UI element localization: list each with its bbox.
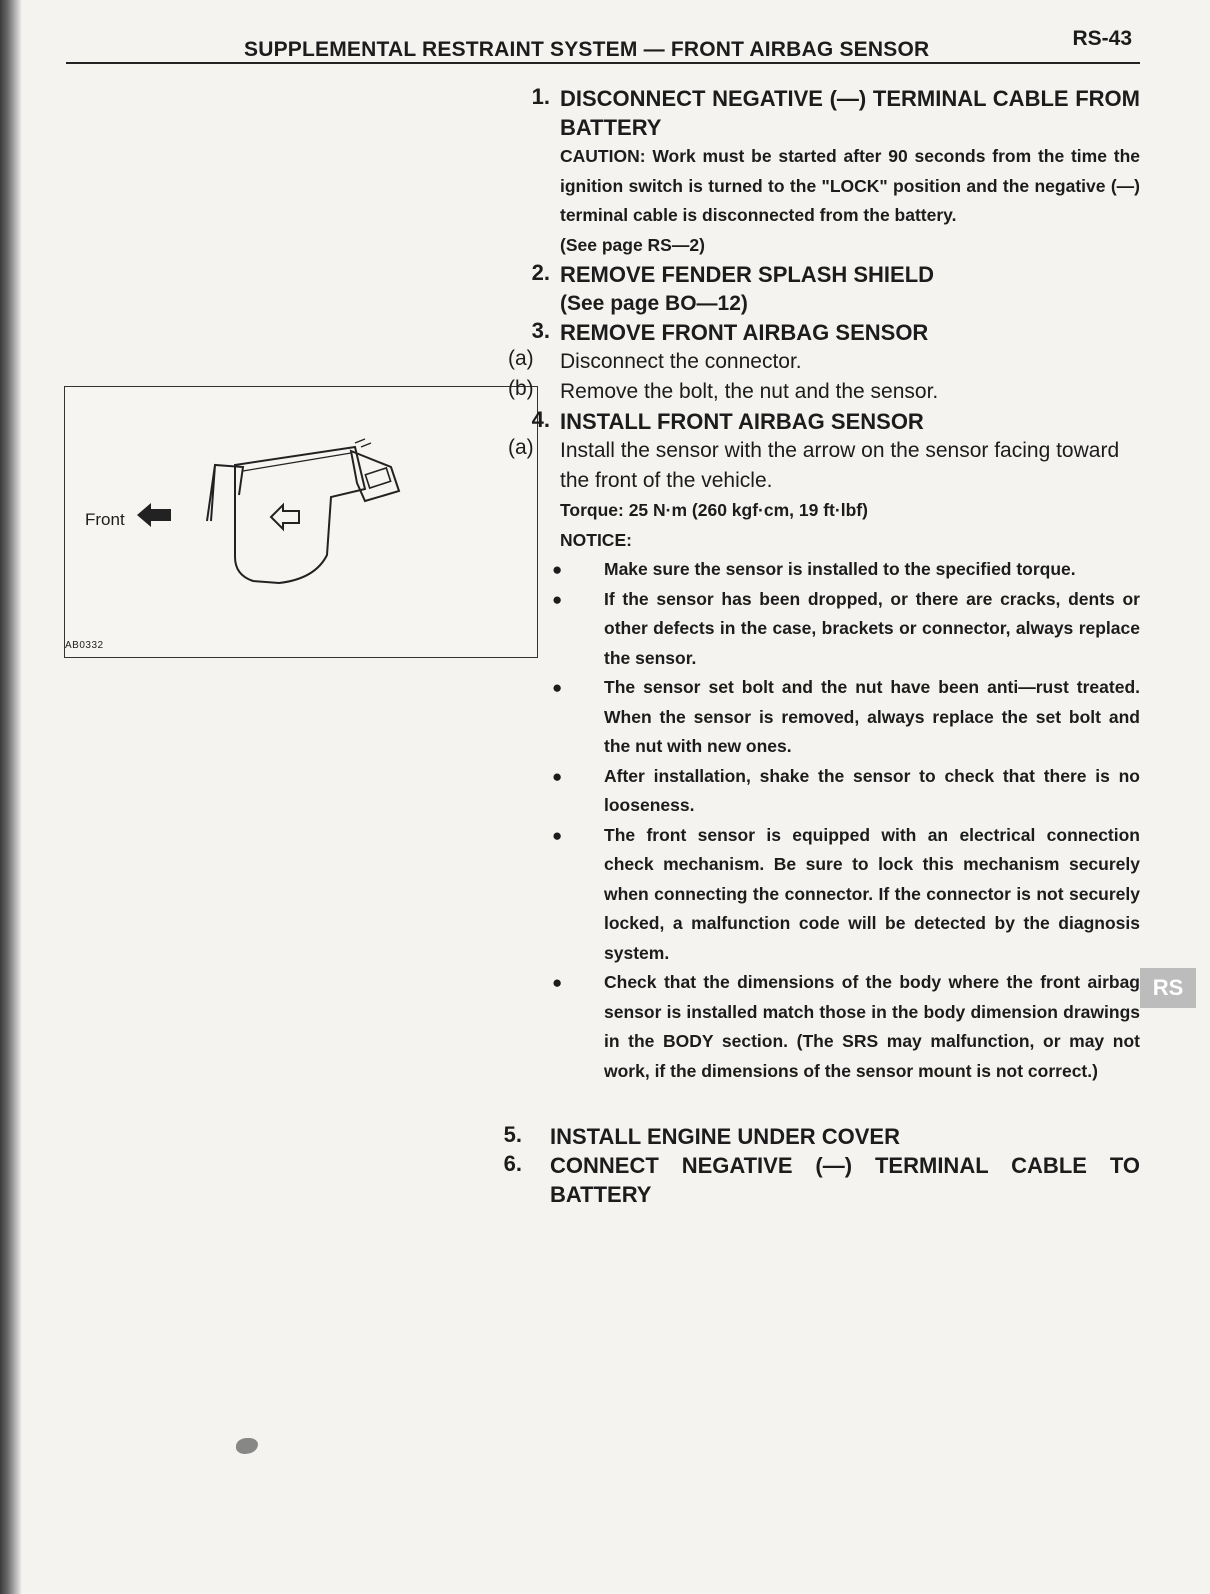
bullet-icon: ● (552, 766, 563, 786)
substep-text: Install the sensor with the arrow on the sensor facing toward the front of the vehicle. (560, 439, 1120, 492)
step-title: REMOVE FRONT AIRBAG SENSOR (560, 320, 929, 345)
notice-heading: NOTICE: (560, 529, 632, 550)
bullet-icon: ● (552, 825, 563, 845)
substep-text: Remove the bolt, the nut and the sensor. (560, 380, 939, 403)
torque-spec: Torque: 25 N·m (260 kgf·cm, 19 ft·lbf) (560, 500, 868, 520)
step-title: REMOVE FENDER SPLASH SHIELD (560, 262, 935, 287)
substep-label: (a) (508, 436, 534, 459)
step-6 (500, 1151, 1140, 1209)
section-tab: RS (1140, 968, 1196, 1008)
step-number: 3. (531, 318, 550, 343)
front-label: Front (85, 510, 125, 529)
substep-text: Disconnect the connector. (560, 350, 802, 373)
step-title: DISCONNECT NEGATIVE (—) TERMINAL CABLE FROM BATTERY (560, 86, 1140, 140)
notice-item: ● If the sensor has been dropped, or there are cracks, dents or other defects in the case, brackets or connector, always replace the sensor. (552, 585, 1140, 674)
substep-3a (500, 347, 1140, 377)
substep-4a (500, 436, 1140, 496)
notice-item: ● The front sensor is equipped with an electrical connection check mechanism. Be sure to lock this mechanism securely when connecting the connector. If the connector is not securely locked, a malfunction code will be detected by the diagnosis system. (552, 821, 1140, 969)
substep-3b (500, 377, 1140, 407)
step-1 (500, 84, 1140, 142)
step-title: INSTALL FRONT AIRBAG SENSOR (560, 409, 924, 434)
page-header (66, 22, 1140, 64)
step-number: 2. (531, 260, 550, 285)
sensor-arrow-icon (271, 505, 299, 529)
step-number: 5. (503, 1122, 522, 1147)
caution-text: CAUTION: Work must be started after 90 seconds from the time the ignition switch is turned to the "LOCK" position and the negative (—) terminal cable is disconnected from the battery. (560, 146, 1140, 225)
page-reference: (See page BO—12) (560, 292, 748, 315)
front-arrow-icon (137, 503, 171, 527)
notice-item: ● Make sure the sensor is installed to the specified torque. (552, 555, 1140, 585)
step-number: 1. (531, 84, 550, 109)
bullet-icon: ● (552, 678, 563, 697)
notice-list (552, 555, 1140, 1086)
page-reference: (See page RS—2) (560, 234, 705, 255)
step-4 (500, 407, 1140, 436)
bullet-icon: ● (552, 973, 563, 992)
step-title: CONNECT NEGATIVE (—) TERMINAL CABLE TO BATTERY (550, 1153, 1140, 1207)
step-5 (500, 1122, 1140, 1151)
notice-item: ● Check that the dimensions of the body where the front airbag sensor is installed match those in the body dimension drawings in the BODY section. (The SRS may malfunction, or may not work, if the dimensions of the sensor mount is not correct.) (552, 968, 1140, 1086)
notice-item: ● The sensor set bolt and the nut have been anti—rust treated. When the sensor is removed, always replace the set bolt and the nut with new ones. (552, 673, 1140, 762)
bullet-icon: ● (552, 589, 563, 609)
figure-id: AB0332 (65, 640, 104, 651)
substep-label: (a) (508, 347, 534, 370)
notice-item: ● After installation, shake the sensor to check that there is no looseness. (552, 762, 1140, 821)
substep-label: (b) (508, 377, 534, 400)
bullet-icon: ● (552, 560, 563, 579)
step-number: 6. (503, 1151, 522, 1176)
scan-shadow-edge (0, 0, 22, 1594)
procedure-content (500, 84, 1140, 1209)
step-3 (500, 318, 1140, 347)
sensor-drawing (65, 387, 537, 657)
page-number: RS-43 (1072, 27, 1132, 50)
step-2 (500, 260, 1140, 289)
step-number: 4. (531, 407, 550, 432)
ink-smudge (236, 1438, 258, 1454)
sensor-illustration (64, 386, 538, 658)
bracket-outline (207, 465, 243, 521)
page-title: SUPPLEMENTAL RESTRAINT SYSTEM — FRONT AIRBAG SENSOR (244, 38, 930, 61)
step-title: INSTALL ENGINE UNDER COVER (550, 1124, 900, 1149)
